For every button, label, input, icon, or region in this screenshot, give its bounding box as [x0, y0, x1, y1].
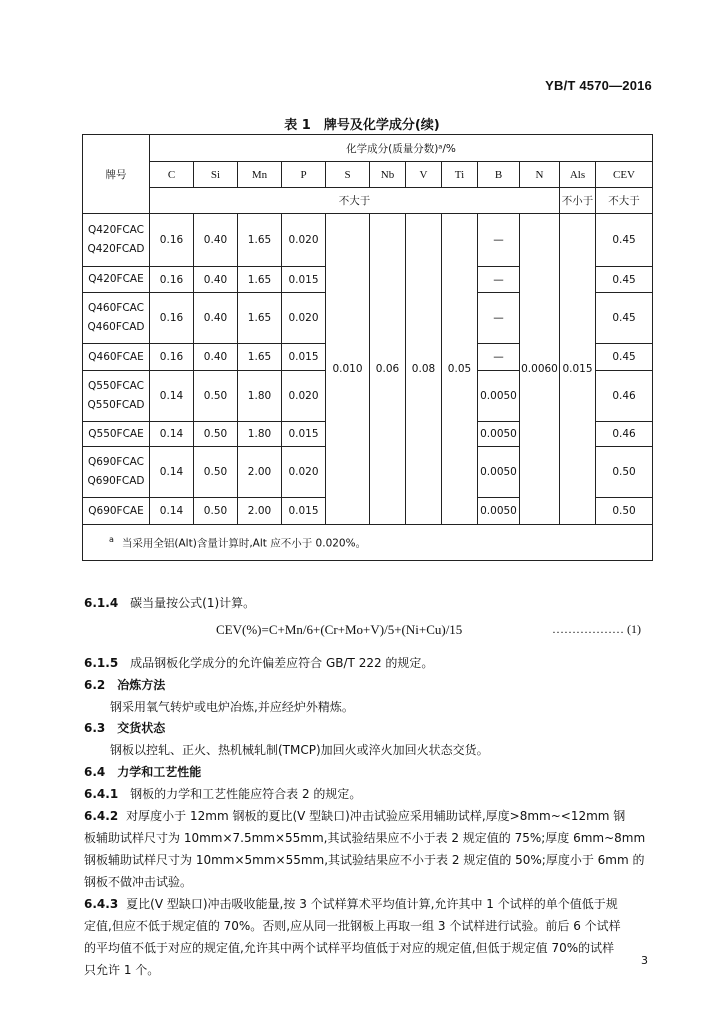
mn-cell: 1.80 [238, 422, 282, 447]
mn-cell: 1.80 [238, 371, 282, 422]
grade-cell [83, 371, 150, 422]
cev-cell: 0.46 [596, 371, 653, 422]
section-6-4-2-line-4: 钢板不做冲击试验。 [84, 875, 193, 889]
limit-cev: 不大于 [596, 188, 653, 214]
limit-als: 不小于 [560, 188, 596, 214]
c-cell: 0.16 [150, 344, 194, 371]
section-6-4-3-line-1: 6.4.3 夏比(V 型缺口)冲击吸收能量,按 3 个试样算术平均值计算,允许其中 1 个试样的单个值低于规 [84, 897, 618, 911]
limit-not-more: 不大于 [150, 188, 560, 214]
grade-cell [83, 422, 150, 447]
c-cell: 0.14 [150, 498, 194, 525]
cev-cell: 0.45 [596, 293, 653, 344]
grade-name: Q460FCAE [88, 350, 144, 363]
section-6-4-2-line-2: 板辅助试样尺寸为 10mm×7.5mm×55mm,其试验结果应不小于表 2 规定值的 75%;厚度 6mm~8mm [84, 831, 646, 845]
grade-name: Q690FCAC [87, 456, 144, 468]
b-cell: — [478, 214, 520, 267]
cev-cell: 0.50 [596, 447, 653, 498]
cev-cell: 0.45 [596, 344, 653, 371]
grade-cell [83, 214, 150, 267]
grade-name: Q550FCAD [87, 399, 145, 411]
p-cell: 0.020 [282, 293, 326, 344]
si-cell: 0.50 [194, 447, 238, 498]
grade-name: Q550FCAE [88, 427, 144, 440]
p-cell: 0.015 [282, 267, 326, 293]
table-row [83, 214, 653, 267]
footnote-mark: a [109, 534, 114, 544]
table-footnote [83, 525, 653, 561]
c-cell: 0.16 [150, 214, 194, 267]
si-cell: 0.40 [194, 267, 238, 293]
mn-cell: 2.00 [238, 498, 282, 525]
element-header: B [478, 162, 520, 188]
p-cell: 0.020 [282, 447, 326, 498]
grade-name: Q460FCAC [87, 302, 144, 314]
mn-cell: 1.65 [238, 267, 282, 293]
element-header: N [520, 162, 560, 188]
grade-name: Q420FCAD [87, 243, 145, 255]
c-cell: 0.14 [150, 422, 194, 447]
grade-name: Q550FCAC [87, 380, 144, 392]
n-cell: 0.0060 [520, 214, 560, 525]
section-6-4-2-line-1: 6.4.2 对厚度小于 12mm 钢板的夏比(V 型缺口)冲击试验应采用辅助试样,厚度>8mm~<12mm 钢 [84, 809, 626, 823]
s-cell: 0.010 [326, 214, 370, 525]
cev-cell: 0.45 [596, 214, 653, 267]
p-cell: 0.020 [282, 214, 326, 267]
v-cell: 0.08 [406, 214, 442, 525]
b-cell: 0.0050 [478, 422, 520, 447]
b-cell: 0.0050 [478, 447, 520, 498]
ti-cell: 0.05 [442, 214, 478, 525]
section-6-4-3-line-3: 的平均值不低于对应的规定值,允许其中两个试样平均值低于对应的规定值,但低于规定值 70%的试样 [84, 941, 615, 955]
element-header-row [83, 162, 653, 188]
element-header: Als [560, 162, 596, 188]
als-cell: 0.015 [560, 214, 596, 525]
section-6-4-heading: 6.4 力学和工艺性能 [84, 765, 202, 779]
nb-cell: 0.06 [370, 214, 406, 525]
section-6-3-text: 钢板以控轧、正火、热机械轧制(TMCP)加回火或淬火加回火状态交货。 [110, 743, 489, 757]
section-6-4-3-line-4: 只允许 1 个。 [84, 963, 160, 977]
section-6-3-heading: 6.3 交货状态 [84, 721, 166, 735]
footnote-text: 当采用全铝(Alt)含量计算时,Alt 应不小于 0.020%。 [121, 537, 367, 550]
c-cell: 0.14 [150, 447, 194, 498]
section-6-4-1: 6.4.1 钢板的力学和工艺性能应符合表 2 的规定。 [84, 787, 362, 801]
cev-cell: 0.50 [596, 498, 653, 525]
grade-cell [83, 267, 150, 293]
grade-cell [83, 344, 150, 371]
p-cell: 0.015 [282, 344, 326, 371]
c-cell: 0.16 [150, 267, 194, 293]
table-title: 表 1 牌号及化学成分(续) [284, 118, 440, 133]
grade-cell [83, 498, 150, 525]
grade-header: 牌号 [83, 135, 150, 214]
c-cell: 0.16 [150, 293, 194, 344]
section-6-1-5: 6.1.5 成品钢板化学成分的允许偏差应符合 GB/T 222 的规定。 [84, 656, 434, 670]
b-cell: — [478, 293, 520, 344]
grade-cell [83, 447, 150, 498]
standard-number: YB/T 4570—2016 [545, 78, 652, 93]
section-6-2-heading: 6.2 冶炼方法 [84, 678, 166, 692]
element-header: P [282, 162, 326, 188]
element-header: Ti [442, 162, 478, 188]
si-cell: 0.50 [194, 422, 238, 447]
si-cell: 0.40 [194, 344, 238, 371]
section-6-4-2-line-3: 钢板辅助试样尺寸为 10mm×5mm×55mm,其试验结果应不小于表 2 规定值的 50%;厚度小于 6mm 的 [84, 853, 645, 867]
b-cell: 0.0050 [478, 498, 520, 525]
p-cell: 0.015 [282, 498, 326, 525]
c-cell: 0.14 [150, 371, 194, 422]
si-cell: 0.50 [194, 371, 238, 422]
section-6-4-3-line-2: 定值,但应不低于规定值的 70%。否则,应从同一批钢板上再取一组 3 个试样进行试验。前后 6 个试样 [84, 919, 621, 933]
section-6-2-text: 钢采用氧气转炉或电炉冶炼,并应经炉外精炼。 [110, 700, 354, 714]
composition-header: 化学成分(质量分数)ᵃ/% [150, 135, 653, 162]
cev-cell: 0.46 [596, 422, 653, 447]
mn-cell: 2.00 [238, 447, 282, 498]
b-cell: — [478, 267, 520, 293]
page-number: 3 [641, 954, 648, 967]
grade-name: Q690FCAD [87, 475, 145, 487]
grade-cell [83, 293, 150, 344]
mn-cell: 1.65 [238, 293, 282, 344]
element-header: CEV [596, 162, 653, 188]
p-cell: 0.020 [282, 371, 326, 422]
si-cell: 0.50 [194, 498, 238, 525]
element-header: C [150, 162, 194, 188]
p-cell: 0.015 [282, 422, 326, 447]
si-cell: 0.40 [194, 293, 238, 344]
grade-name: Q460FCAD [87, 321, 145, 333]
formula-label: ……………… (1) [552, 622, 641, 636]
grade-name: Q420FCAC [87, 224, 144, 236]
element-header: V [406, 162, 442, 188]
section-6-1-4: 6.1.4 碳当量按公式(1)计算。 [84, 596, 256, 610]
element-header: Nb [370, 162, 406, 188]
element-header: Si [194, 162, 238, 188]
cev-cell: 0.45 [596, 267, 653, 293]
chemical-composition-table [82, 134, 653, 561]
cev-formula: CEV(%)=C+Mn/6+(Cr+Mo+V)/5+(Ni+Cu)/15 [216, 622, 463, 637]
mn-cell: 1.65 [238, 214, 282, 267]
b-cell: 0.0050 [478, 371, 520, 422]
element-header: Mn [238, 162, 282, 188]
b-cell: — [478, 344, 520, 371]
si-cell: 0.40 [194, 214, 238, 267]
grade-name: Q690FCAE [88, 504, 144, 517]
element-header: S [326, 162, 370, 188]
grade-name: Q420FCAE [88, 273, 144, 285]
mn-cell: 1.65 [238, 344, 282, 371]
